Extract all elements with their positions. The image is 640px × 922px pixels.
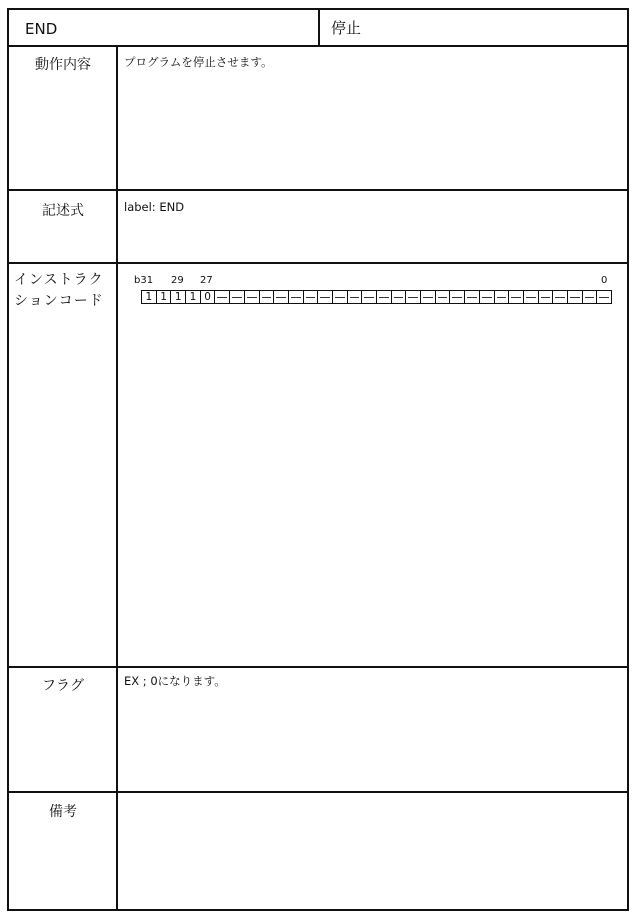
- bit-label-29: 29: [171, 275, 184, 286]
- bit-label-0: 0: [601, 275, 608, 286]
- dash-mark: [570, 297, 580, 298]
- bit-cell-fixed: 1: [170, 290, 186, 304]
- dash-mark: [291, 297, 301, 298]
- divider: [318, 10, 320, 45]
- bit-cell-unused: [582, 290, 598, 304]
- instruction-code-bits: [141, 290, 611, 306]
- syntax-label: 記述式: [42, 203, 84, 219]
- bit-cell-fixed: 0: [200, 290, 216, 304]
- bit-cell-unused: [479, 290, 495, 304]
- instruction-code-label-line2: ションコード: [14, 293, 104, 309]
- divider: [9, 45, 627, 47]
- dash-mark: [511, 297, 521, 298]
- dash-mark: [217, 297, 227, 298]
- bit-cell-fixed: 1: [141, 290, 157, 304]
- dash-mark: [247, 297, 257, 298]
- dash-mark: [276, 297, 286, 298]
- syntax-text: label: END: [124, 200, 185, 214]
- bit-cell-unused: [347, 290, 363, 304]
- divider: [9, 666, 627, 668]
- bit-cell-unused: [273, 290, 289, 304]
- dash-mark: [423, 297, 433, 298]
- bit-cell-unused: [303, 290, 319, 304]
- dash-mark: [306, 297, 316, 298]
- dash-mark: [467, 297, 477, 298]
- instruction-sheet: [7, 8, 629, 911]
- dash-mark: [526, 297, 536, 298]
- bit-cell-unused: [538, 290, 554, 304]
- dash-mark: [452, 297, 462, 298]
- bit-cell-unused: [567, 290, 583, 304]
- dash-mark: [394, 297, 404, 298]
- bit-cell-unused: [449, 290, 465, 304]
- dash-mark: [408, 297, 418, 298]
- dash-mark: [262, 297, 272, 298]
- mnemonic: END: [25, 20, 58, 38]
- divider: [116, 45, 118, 911]
- dash-mark: [320, 297, 330, 298]
- bit-cell-fixed: 1: [156, 290, 172, 304]
- dash-mark: [599, 297, 609, 298]
- bit-cell-unused: [494, 290, 510, 304]
- bit-cell-unused: [523, 290, 539, 304]
- dash-mark: [350, 297, 360, 298]
- operation-label: 動作内容: [35, 57, 91, 73]
- dash-mark: [482, 297, 492, 298]
- bit-cell-unused: [332, 290, 348, 304]
- bit-cell-unused: [229, 290, 245, 304]
- bit-cell-unused: [376, 290, 392, 304]
- dash-mark: [364, 297, 374, 298]
- bit-cell-unused: [317, 290, 333, 304]
- dash-mark: [555, 297, 565, 298]
- bit-cell-unused: [391, 290, 407, 304]
- bit-cell-fixed: 1: [185, 290, 201, 304]
- bit-cell-unused: [214, 290, 230, 304]
- bit-cell-unused: [464, 290, 480, 304]
- divider: [9, 262, 627, 264]
- dash-mark: [379, 297, 389, 298]
- bit-cell-unused: [420, 290, 436, 304]
- remarks-label: 備考: [49, 804, 77, 820]
- dash-mark: [335, 297, 345, 298]
- bit-cell-unused: [552, 290, 568, 304]
- bit-cell-unused: [508, 290, 524, 304]
- divider: [9, 189, 627, 191]
- dash-mark: [438, 297, 448, 298]
- bit-cell-unused: [596, 290, 612, 304]
- operation-text: プログラムを停止させます。: [124, 55, 273, 69]
- bit-label-b31: b31: [134, 275, 154, 286]
- instruction-code-label-line1: インストラク: [14, 272, 104, 288]
- flags-label: フラグ: [42, 678, 84, 694]
- bit-cell-unused: [259, 290, 275, 304]
- bit-cell-unused: [288, 290, 304, 304]
- bit-cell-unused: [435, 290, 451, 304]
- bit-cell-unused: [405, 290, 421, 304]
- flags-text: EX ; 0になります。: [124, 674, 226, 688]
- bit-cell-unused: [361, 290, 377, 304]
- bit-label-27: 27: [200, 275, 213, 286]
- dash-mark: [541, 297, 551, 298]
- dash-mark: [497, 297, 507, 298]
- divider: [9, 791, 627, 793]
- dash-mark: [585, 297, 595, 298]
- dash-mark: [232, 297, 242, 298]
- bit-cell-unused: [244, 290, 260, 304]
- instruction-description: 停止: [331, 19, 362, 37]
